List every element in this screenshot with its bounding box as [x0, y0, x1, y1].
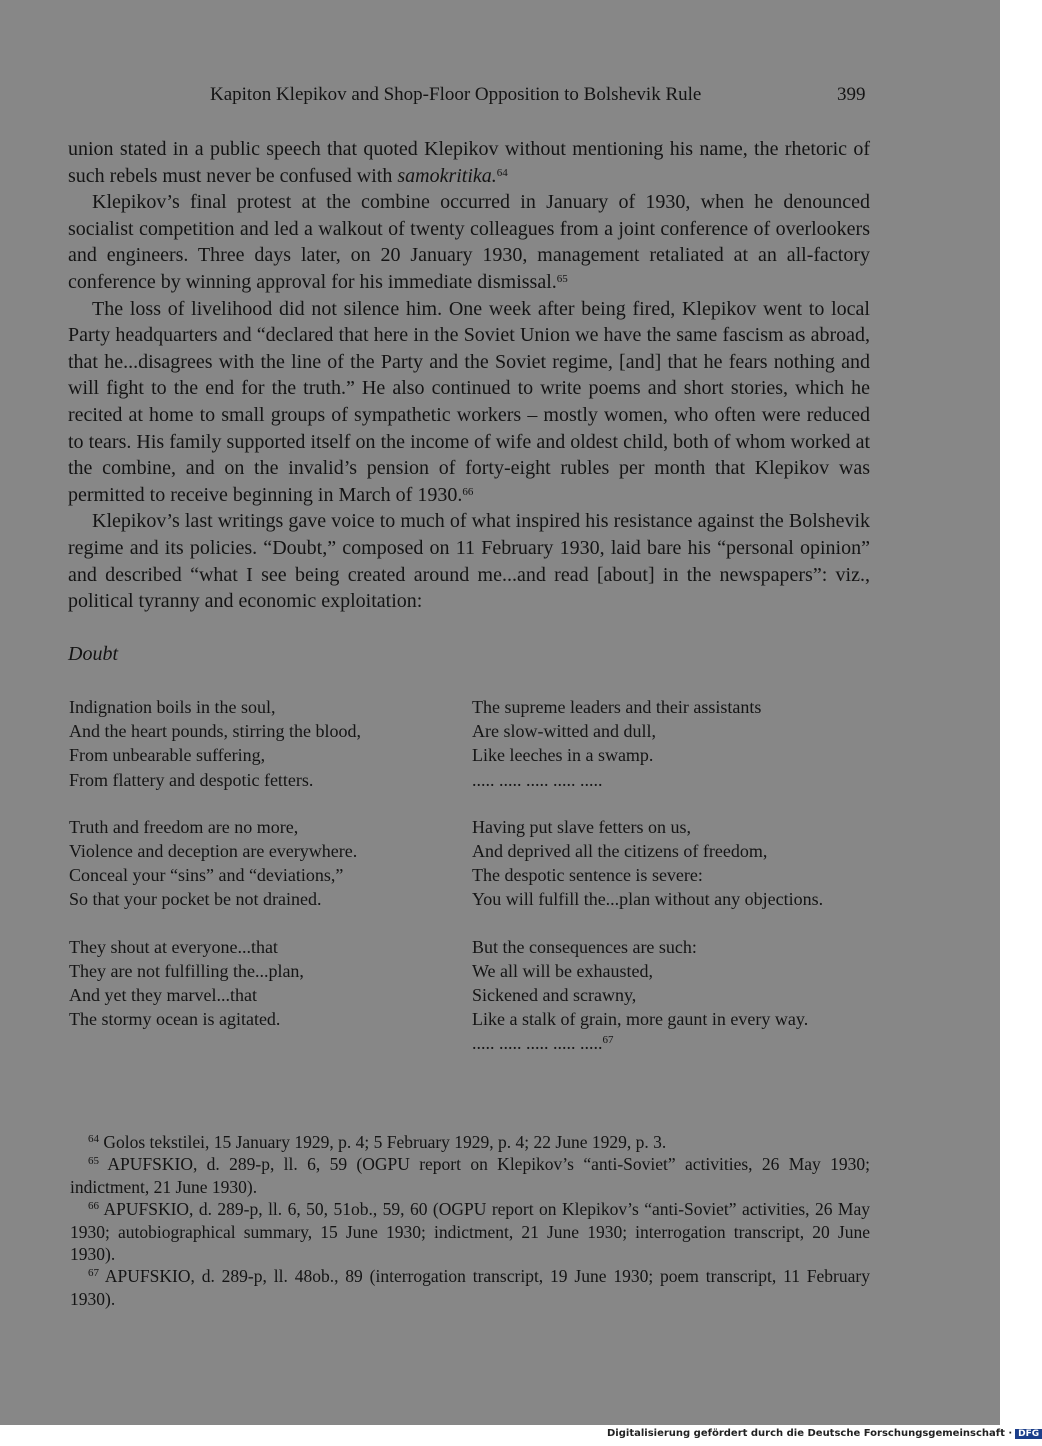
- poem-line: ..... ..... ..... ..... .....: [472, 769, 603, 790]
- body-text: [68, 136, 870, 615]
- stanza: [472, 935, 872, 1056]
- stanza: [472, 815, 872, 912]
- poem-line: Having put slave fetters on us,: [472, 816, 691, 837]
- footnote-ref[interactable]: 64: [496, 166, 508, 179]
- dfg-logo: DFG: [1015, 1429, 1042, 1439]
- footnote-ref[interactable]: 65: [556, 272, 568, 285]
- poem-line: The stormy ocean is agitated.: [69, 1009, 281, 1030]
- page-number: 399: [837, 84, 866, 105]
- poem-line: So that your pocket be not drained.: [69, 889, 322, 910]
- poem-line: They shout at everyone...that: [69, 936, 278, 957]
- poem-line: You will fulfill the...plan without any objections.: [472, 889, 824, 910]
- poem-right-column: [472, 695, 872, 1079]
- poem-line: Indignation boils in the soul,: [69, 697, 276, 717]
- poem-line: Sickened and scrawny,: [472, 985, 637, 1006]
- paragraph: Klepikov’s last writings gave voice to much of what inspired his resistance against the Bolshevik regime and its policies. “Doubt,” composed on 11 February 1930, laid bare his “personal opinion” and described “what I see being created around me...and read [about] in the newspapers”: viz., political tyranny and economic exploitation:: [68, 510, 870, 613]
- poem-line: Conceal your “sins” and “deviations,”: [69, 865, 344, 886]
- poem-line: Like leeches in a swamp.: [472, 745, 654, 766]
- footnote: $^{65}$ APUFSKIO, d. 289-p, ll. 6, 59 (OGPU report on Klepikov’s “anti-Soviet” activities, 26 May 1930; indictment, 21 June 1930).: [70, 1154, 870, 1197]
- running-header: [0, 84, 1000, 110]
- poem-line: Are slow-witted and dull,: [472, 721, 656, 742]
- poem-line: From unbearable suffering,: [69, 745, 266, 766]
- footnote: $^{64}$ Golos tekstilei, 15 January 1929, p. 4; 5 February 1929, p. 4; 22 June 1929, p. 3.: [88, 1132, 667, 1152]
- stanza: [69, 935, 439, 1032]
- footnote-ref[interactable]: 67: [602, 1034, 614, 1047]
- stanza: [69, 815, 439, 912]
- poem-line: And yet they marvel...that: [69, 985, 257, 1006]
- running-title: Kapiton Klepikov and Shop-Floor Opposition to Bolshevik Rule: [210, 84, 702, 105]
- stanza: [472, 695, 872, 792]
- paragraph: union stated in a public speech that quoted Klepikov without mentioning his name, the rhetoric of such rebels must never be confused with samokritika.$^{64}$: [68, 138, 870, 187]
- poem-line: ..... ..... ..... ..... .....$^{67}$: [472, 1033, 614, 1054]
- poem-line: Like a stalk of grain, more gaunt in every way.: [472, 1009, 809, 1030]
- paragraph: Klepikov’s final protest at the combine occurred in January of 1930, when he denounced socialist competition and led a walkout of twenty colleagues from a joint conference of overlookers and engineers. Three days later, on 20 January 1930, management retaliated at an all-factory conference by winning approval for his immediate dismissal.$^{65}$: [68, 191, 870, 293]
- poem-line: Violence and deception are everywhere.: [69, 841, 358, 862]
- poem-line: And deprived all the citizens of freedom,: [472, 841, 768, 862]
- digitization-credit: Digitalisierung gefördert durch die Deutsche Forschungsgemeinschaft · DFG: [607, 1428, 1042, 1439]
- poem-line: The supreme leaders and their assistants: [472, 697, 762, 717]
- poem-title: Doubt: [68, 643, 118, 665]
- stanza: [69, 695, 439, 792]
- paragraph: The loss of livelihood did not silence him. One week after being fired, Klepikov went to local Party headquarters and “declared that here in the Soviet Union we have the same fascism as abroad, that he...disagrees with the line of the Party and the Soviet regime, [and] that he fears nothing and will fight to the end for the truth.” He also continued to write poems and short stories, which he recited at home to small groups of sympathetic workers – mostly women, who often were reduced to tears. His family supported itself on the income of wife and oldest child, both of whom worked at the combine, and on the invalid’s pension of forty-eight rubles per month that Klepikov was permitted to receive beginning in March of 1930.66: [68, 297, 870, 506]
- poem-line: But the consequences are such:: [472, 936, 697, 957]
- poem-left-column: [69, 695, 439, 1054]
- footnotes: [70, 1131, 870, 1310]
- poem-line: Truth and freedom are no more,: [69, 816, 299, 837]
- poem-line: And the heart pounds, stirring the blood,: [69, 721, 361, 742]
- footnote: $^{67}$ APUFSKIO, d. 289-p, ll. 48ob., 89 (interrogation transcript, 19 June 1930; poem transcript, 11 February 1930).: [70, 1266, 870, 1309]
- poem-line: We all will be exhausted,: [472, 960, 653, 981]
- footnote: $^{66}$ APUFSKIO, d. 289-p, ll. 6, 50, 51ob., 59, 60 (OGPU report on Klepikov’s “anti-Soviet” activities, 26 May 1930; autobiographical summary, 15 June 1930; indictment, 21 June 1930; interrogation transcript, 20 June 1930).: [70, 1199, 870, 1265]
- poem-line: They are not fulfilling the...plan,: [69, 960, 304, 981]
- poem-line: From flattery and despotic fetters.: [69, 769, 314, 790]
- footnote-ref[interactable]: 66: [462, 485, 474, 498]
- poem-line: The despotic sentence is severe:: [472, 865, 703, 886]
